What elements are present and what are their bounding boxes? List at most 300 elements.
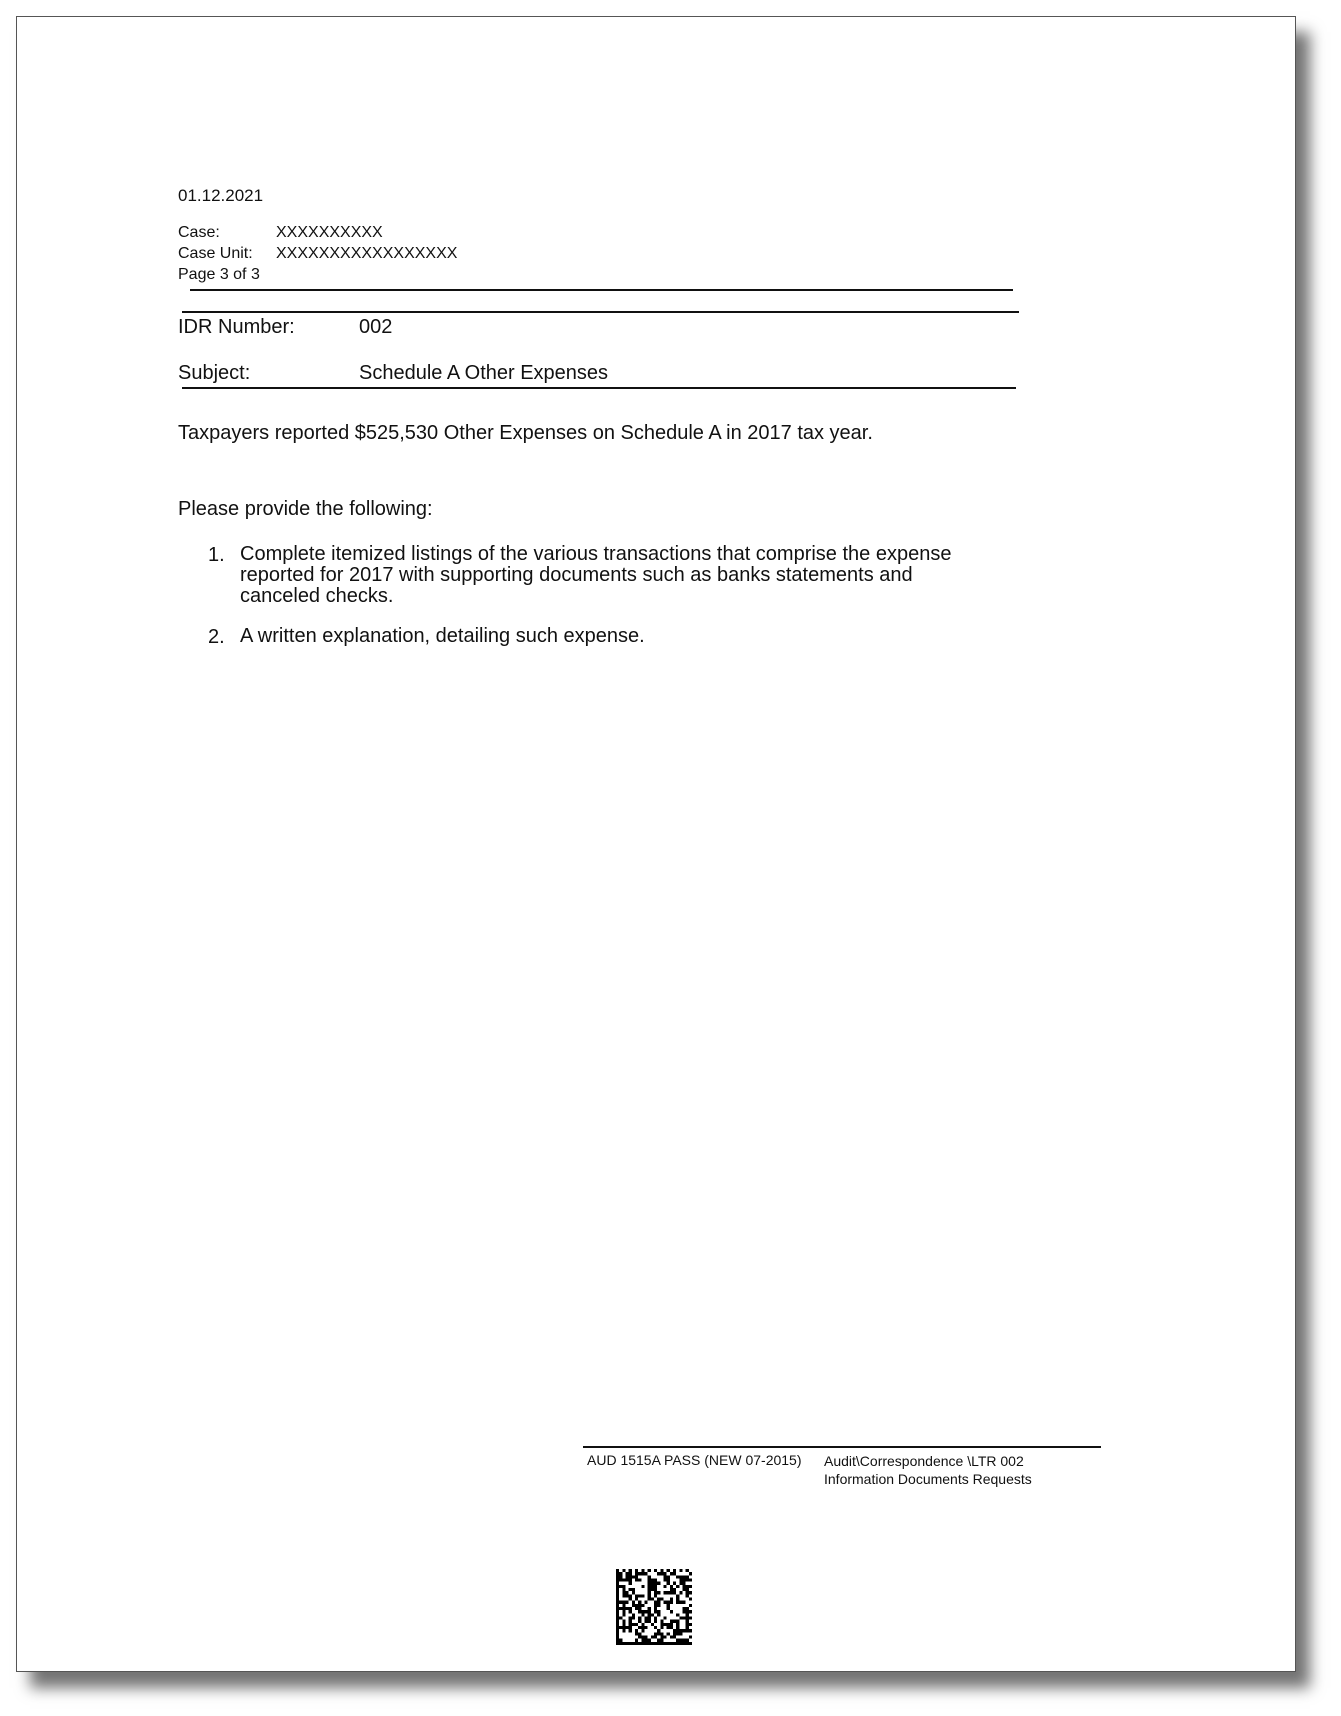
barcode-module bbox=[689, 1579, 692, 1582]
barcode-module bbox=[619, 1626, 622, 1629]
barcode-module bbox=[660, 1639, 663, 1642]
barcode-module bbox=[654, 1607, 657, 1610]
barcode-module bbox=[667, 1642, 670, 1645]
barcode-module bbox=[657, 1610, 660, 1613]
barcode-module bbox=[657, 1642, 660, 1645]
barcode-module bbox=[635, 1594, 638, 1597]
barcode-module bbox=[619, 1607, 622, 1610]
page-number: Page 3 of 3 bbox=[178, 266, 260, 283]
list-item-number: 2. bbox=[208, 626, 225, 648]
barcode-module bbox=[632, 1617, 635, 1620]
barcode-module bbox=[619, 1579, 622, 1582]
case-value: XXXXXXXXXX bbox=[276, 224, 383, 241]
barcode-module bbox=[673, 1642, 676, 1645]
barcode-module bbox=[629, 1572, 632, 1575]
barcode-module bbox=[654, 1617, 657, 1620]
barcode-module bbox=[679, 1642, 682, 1645]
barcode-module bbox=[683, 1610, 686, 1613]
barcode-module bbox=[648, 1588, 651, 1591]
barcode-module bbox=[616, 1607, 619, 1610]
barcode-module bbox=[686, 1626, 689, 1629]
barcode-module bbox=[673, 1572, 676, 1575]
barcode-module bbox=[667, 1607, 670, 1610]
barcode-module bbox=[616, 1642, 619, 1645]
barcode-module bbox=[629, 1582, 632, 1585]
barcode-module bbox=[619, 1617, 622, 1620]
barcode-module bbox=[670, 1598, 673, 1601]
barcode-module bbox=[689, 1604, 692, 1607]
barcode-module bbox=[673, 1632, 676, 1635]
barcode-module bbox=[686, 1569, 689, 1572]
barcode-module bbox=[657, 1604, 660, 1607]
header-divider bbox=[190, 289, 1013, 291]
barcode-module bbox=[667, 1604, 670, 1607]
idr-top-divider bbox=[182, 311, 1019, 313]
barcode-module bbox=[619, 1575, 622, 1578]
barcode-module bbox=[667, 1601, 670, 1604]
barcode-module bbox=[673, 1636, 676, 1639]
barcode-module bbox=[626, 1594, 629, 1597]
barcode-module bbox=[651, 1579, 654, 1582]
barcode-module bbox=[670, 1636, 673, 1639]
barcode-module bbox=[616, 1610, 619, 1613]
barcode-module bbox=[645, 1601, 648, 1604]
barcode-module bbox=[660, 1636, 663, 1639]
barcode-module bbox=[657, 1613, 660, 1616]
subject-bottom-divider bbox=[182, 387, 1016, 389]
subject-value: Schedule A Other Expenses bbox=[359, 362, 609, 384]
barcode-module bbox=[660, 1642, 663, 1645]
barcode-module bbox=[676, 1639, 679, 1642]
footer-path bbox=[824, 1452, 1032, 1488]
barcode-module bbox=[679, 1575, 682, 1578]
barcode-module bbox=[657, 1632, 660, 1635]
idr-number-value: 002 bbox=[359, 316, 393, 338]
barcode-module bbox=[648, 1639, 651, 1642]
barcode-module bbox=[616, 1601, 619, 1604]
barcode-module bbox=[626, 1601, 629, 1604]
barcode-module bbox=[629, 1620, 632, 1623]
barcode-module bbox=[616, 1572, 619, 1575]
barcode-module bbox=[686, 1617, 689, 1620]
barcode-module bbox=[619, 1572, 622, 1575]
barcode-module bbox=[619, 1639, 622, 1642]
barcode-module bbox=[664, 1585, 667, 1588]
barcode-module bbox=[654, 1582, 657, 1585]
barcode-module bbox=[616, 1632, 619, 1635]
barcode-module bbox=[676, 1598, 679, 1601]
barcode-module bbox=[635, 1569, 638, 1572]
barcode-module bbox=[635, 1642, 638, 1645]
barcode-module bbox=[635, 1575, 638, 1578]
barcode-module bbox=[629, 1607, 632, 1610]
barcode-module bbox=[638, 1604, 641, 1607]
barcode-module bbox=[667, 1582, 670, 1585]
barcode-module bbox=[622, 1579, 625, 1582]
barcode-module bbox=[632, 1601, 635, 1604]
barcode-module bbox=[651, 1598, 654, 1601]
barcode-module bbox=[686, 1585, 689, 1588]
barcode-module bbox=[657, 1572, 660, 1575]
barcode-module bbox=[645, 1639, 648, 1642]
barcode-module bbox=[683, 1582, 686, 1585]
barcode-module bbox=[664, 1591, 667, 1594]
barcode-module bbox=[632, 1604, 635, 1607]
barcode-module bbox=[676, 1623, 679, 1626]
barcode-module bbox=[654, 1588, 657, 1591]
barcode-module bbox=[648, 1642, 651, 1645]
barcode-module bbox=[679, 1632, 682, 1635]
barcode-module bbox=[622, 1569, 625, 1572]
barcode-module bbox=[670, 1610, 673, 1613]
barcode-module bbox=[683, 1588, 686, 1591]
barcode-module bbox=[670, 1620, 673, 1623]
barcode-module bbox=[622, 1594, 625, 1597]
barcode-module bbox=[632, 1591, 635, 1594]
barcode-module bbox=[683, 1642, 686, 1645]
barcode-module bbox=[638, 1642, 641, 1645]
barcode-module bbox=[654, 1636, 657, 1639]
barcode-module bbox=[689, 1610, 692, 1613]
barcode-module bbox=[616, 1579, 619, 1582]
barcode-module bbox=[645, 1572, 648, 1575]
barcode-module bbox=[686, 1620, 689, 1623]
barcode-module bbox=[622, 1601, 625, 1604]
barcode-module bbox=[673, 1629, 676, 1632]
barcode-module bbox=[654, 1594, 657, 1597]
barcode-module bbox=[641, 1569, 644, 1572]
barcode-module bbox=[673, 1582, 676, 1585]
barcode-module bbox=[622, 1585, 625, 1588]
barcode-module bbox=[683, 1575, 686, 1578]
barcode-module bbox=[616, 1588, 619, 1591]
barcode-module bbox=[635, 1604, 638, 1607]
barcode-module bbox=[616, 1617, 619, 1620]
barcode-module bbox=[622, 1604, 625, 1607]
barcode-module bbox=[670, 1588, 673, 1591]
barcode-module bbox=[622, 1642, 625, 1645]
barcode-module bbox=[654, 1569, 657, 1572]
barcode-module bbox=[641, 1629, 644, 1632]
barcode-module bbox=[689, 1572, 692, 1575]
barcode-module bbox=[641, 1572, 644, 1575]
barcode-module bbox=[638, 1610, 641, 1613]
barcode-module bbox=[670, 1591, 673, 1594]
barcode-module bbox=[651, 1636, 654, 1639]
barcode-module bbox=[667, 1575, 670, 1578]
barcode-module bbox=[686, 1639, 689, 1642]
barcode-module bbox=[689, 1636, 692, 1639]
barcode-module bbox=[664, 1617, 667, 1620]
case-unit-value: XXXXXXXXXXXXXXXXX bbox=[276, 245, 458, 262]
datamatrix-barcode-icon bbox=[616, 1569, 692, 1645]
barcode-module bbox=[664, 1572, 667, 1575]
barcode-module bbox=[641, 1636, 644, 1639]
barcode-module bbox=[629, 1642, 632, 1645]
barcode-module bbox=[679, 1591, 682, 1594]
case-unit-label: Case Unit: bbox=[178, 245, 253, 262]
barcode-module bbox=[648, 1591, 651, 1594]
barcode-module bbox=[626, 1575, 629, 1578]
barcode-module bbox=[641, 1626, 644, 1629]
barcode-module bbox=[654, 1604, 657, 1607]
footer-divider bbox=[583, 1446, 1101, 1448]
barcode-module bbox=[667, 1623, 670, 1626]
barcode-module bbox=[654, 1642, 657, 1645]
barcode-module bbox=[670, 1585, 673, 1588]
barcode-module bbox=[638, 1617, 641, 1620]
barcode-module bbox=[676, 1629, 679, 1632]
barcode-module bbox=[654, 1626, 657, 1629]
barcode-module bbox=[638, 1607, 641, 1610]
barcode-module bbox=[619, 1601, 622, 1604]
barcode-module bbox=[616, 1636, 619, 1639]
barcode-module bbox=[667, 1591, 670, 1594]
barcode-module bbox=[683, 1629, 686, 1632]
request-intro: Please provide the following: bbox=[178, 498, 433, 520]
barcode-module bbox=[616, 1582, 619, 1585]
footer-form-id: AUD 1515A PASS (NEW 07-2015) bbox=[587, 1452, 802, 1468]
barcode-module bbox=[632, 1642, 635, 1645]
barcode-module bbox=[641, 1610, 644, 1613]
letter-date: 01.12.2021 bbox=[178, 186, 264, 205]
barcode-module bbox=[679, 1601, 682, 1604]
barcode-module bbox=[629, 1610, 632, 1613]
barcode-module bbox=[660, 1626, 663, 1629]
barcode-module bbox=[648, 1569, 651, 1572]
barcode-module bbox=[616, 1639, 619, 1642]
barcode-module bbox=[629, 1598, 632, 1601]
barcode-module bbox=[686, 1591, 689, 1594]
footer-path-line: Information Documents Requests bbox=[824, 1471, 1032, 1487]
barcode-module bbox=[626, 1591, 629, 1594]
barcode-module bbox=[673, 1588, 676, 1591]
barcode-module bbox=[635, 1607, 638, 1610]
barcode-module bbox=[679, 1569, 682, 1572]
barcode-module bbox=[676, 1575, 679, 1578]
barcode-module bbox=[648, 1585, 651, 1588]
barcode-module bbox=[632, 1575, 635, 1578]
barcode-module bbox=[622, 1613, 625, 1616]
barcode-module bbox=[679, 1582, 682, 1585]
expense-statement: Taxpayers reported $525,530 Other Expenses on Schedule A in 2017 tax year. bbox=[178, 422, 873, 444]
barcode-module bbox=[686, 1610, 689, 1613]
barcode-module bbox=[657, 1639, 660, 1642]
barcode-module bbox=[686, 1579, 689, 1582]
barcode-module bbox=[679, 1579, 682, 1582]
list-item-text bbox=[240, 544, 980, 607]
barcode-module bbox=[616, 1604, 619, 1607]
barcode-module bbox=[683, 1585, 686, 1588]
barcode-module bbox=[638, 1620, 641, 1623]
barcode-module bbox=[651, 1623, 654, 1626]
barcode-module bbox=[635, 1639, 638, 1642]
barcode-module bbox=[651, 1585, 654, 1588]
barcode-module bbox=[664, 1601, 667, 1604]
barcode-module bbox=[645, 1610, 648, 1613]
barcode-module bbox=[616, 1623, 619, 1626]
barcode-module bbox=[648, 1610, 651, 1613]
barcode-module bbox=[670, 1572, 673, 1575]
barcode-module bbox=[616, 1620, 619, 1623]
footer-path-line: Audit\Correspondence \LTR 002 bbox=[824, 1453, 1024, 1469]
barcode-module bbox=[616, 1613, 619, 1616]
barcode-module bbox=[616, 1575, 619, 1578]
barcode-module bbox=[632, 1588, 635, 1591]
idr-number-label: IDR Number: bbox=[178, 316, 295, 338]
barcode-module bbox=[619, 1642, 622, 1645]
barcode-module bbox=[635, 1572, 638, 1575]
barcode-module bbox=[676, 1620, 679, 1623]
barcode-module bbox=[645, 1620, 648, 1623]
barcode-module bbox=[686, 1613, 689, 1616]
barcode-module bbox=[686, 1575, 689, 1578]
barcode-module bbox=[616, 1629, 619, 1632]
barcode-module bbox=[629, 1569, 632, 1572]
barcode-module bbox=[676, 1601, 679, 1604]
barcode-module bbox=[635, 1598, 638, 1601]
barcode-module bbox=[648, 1594, 651, 1597]
barcode-module bbox=[645, 1642, 648, 1645]
barcode-module bbox=[686, 1607, 689, 1610]
barcode-module bbox=[654, 1610, 657, 1613]
barcode-module bbox=[670, 1626, 673, 1629]
barcode-module bbox=[638, 1572, 641, 1575]
barcode-module bbox=[648, 1575, 651, 1578]
barcode-module bbox=[626, 1607, 629, 1610]
barcode-module bbox=[654, 1585, 657, 1588]
subject-label: Subject: bbox=[178, 362, 251, 384]
barcode-module bbox=[689, 1591, 692, 1594]
barcode-module bbox=[667, 1626, 670, 1629]
case-row bbox=[178, 222, 383, 243]
barcode-module bbox=[651, 1642, 654, 1645]
barcode-module bbox=[683, 1617, 686, 1620]
barcode-module bbox=[686, 1588, 689, 1591]
barcode-module bbox=[664, 1642, 667, 1645]
barcode-module bbox=[679, 1639, 682, 1642]
barcode-module bbox=[635, 1579, 638, 1582]
barcode-module bbox=[654, 1620, 657, 1623]
barcode-module bbox=[651, 1588, 654, 1591]
barcode-module bbox=[648, 1613, 651, 1616]
barcode-module bbox=[616, 1591, 619, 1594]
barcode-module bbox=[616, 1598, 619, 1601]
barcode-module bbox=[645, 1626, 648, 1629]
barcode-module bbox=[629, 1588, 632, 1591]
barcode-module bbox=[622, 1610, 625, 1613]
barcode-module bbox=[645, 1636, 648, 1639]
barcode-module bbox=[667, 1632, 670, 1635]
barcode-module bbox=[689, 1642, 692, 1645]
barcode-module bbox=[676, 1626, 679, 1629]
barcode-module bbox=[648, 1579, 651, 1582]
barcode-module bbox=[673, 1569, 676, 1572]
barcode-module bbox=[657, 1582, 660, 1585]
barcode-module bbox=[632, 1613, 635, 1616]
barcode-module bbox=[676, 1642, 679, 1645]
barcode-module bbox=[689, 1629, 692, 1632]
list-item-line: reported for 2017 with supporting documents such as banks statements and bbox=[240, 564, 913, 586]
barcode-module bbox=[648, 1620, 651, 1623]
barcode-module bbox=[679, 1617, 682, 1620]
barcode-module bbox=[641, 1604, 644, 1607]
barcode-module bbox=[638, 1579, 641, 1582]
barcode-module bbox=[622, 1620, 625, 1623]
barcode-module bbox=[686, 1629, 689, 1632]
barcode-module bbox=[673, 1620, 676, 1623]
barcode-module bbox=[626, 1579, 629, 1582]
barcode-module bbox=[626, 1572, 629, 1575]
barcode-module bbox=[660, 1620, 663, 1623]
barcode-module bbox=[619, 1585, 622, 1588]
barcode-module bbox=[622, 1588, 625, 1591]
barcode-module bbox=[689, 1585, 692, 1588]
barcode-module bbox=[654, 1591, 657, 1594]
barcode-module bbox=[638, 1632, 641, 1635]
barcode-module bbox=[689, 1598, 692, 1601]
list-item-line: A written explanation, detailing such expense. bbox=[240, 625, 645, 647]
barcode-module bbox=[629, 1575, 632, 1578]
barcode-module bbox=[686, 1642, 689, 1645]
barcode-module bbox=[664, 1579, 667, 1582]
barcode-module bbox=[654, 1601, 657, 1604]
barcode-module bbox=[638, 1636, 641, 1639]
barcode-module bbox=[657, 1629, 660, 1632]
barcode-module bbox=[660, 1632, 663, 1635]
barcode-module bbox=[683, 1639, 686, 1642]
barcode-module bbox=[670, 1642, 673, 1645]
barcode-module bbox=[679, 1629, 682, 1632]
barcode-module bbox=[689, 1617, 692, 1620]
barcode-module bbox=[616, 1594, 619, 1597]
case-label: Case: bbox=[178, 224, 220, 241]
barcode-module bbox=[651, 1582, 654, 1585]
barcode-module bbox=[641, 1639, 644, 1642]
barcode-module bbox=[635, 1629, 638, 1632]
barcode-module bbox=[667, 1579, 670, 1582]
barcode-module bbox=[629, 1617, 632, 1620]
barcode-module bbox=[676, 1632, 679, 1635]
barcode-module bbox=[664, 1623, 667, 1626]
barcode-module bbox=[664, 1636, 667, 1639]
barcode-module bbox=[641, 1613, 644, 1616]
case-unit-row bbox=[178, 243, 457, 264]
barcode-module bbox=[638, 1594, 641, 1597]
barcode-module bbox=[654, 1579, 657, 1582]
barcode-module bbox=[648, 1617, 651, 1620]
barcode-module bbox=[616, 1626, 619, 1629]
barcode-module bbox=[635, 1632, 638, 1635]
barcode-module bbox=[676, 1585, 679, 1588]
barcode-module bbox=[641, 1623, 644, 1626]
barcode-module bbox=[676, 1613, 679, 1616]
list-item-number: 1. bbox=[208, 544, 225, 566]
list-item-line: canceled checks. bbox=[240, 585, 394, 607]
barcode-module bbox=[622, 1591, 625, 1594]
barcode-module bbox=[622, 1623, 625, 1626]
barcode-module bbox=[629, 1594, 632, 1597]
barcode-module bbox=[689, 1623, 692, 1626]
list-item-line: Complete itemized listings of the various transactions that comprise the expense bbox=[240, 543, 952, 565]
barcode-module bbox=[629, 1579, 632, 1582]
barcode-module bbox=[622, 1626, 625, 1629]
barcode-module bbox=[660, 1623, 663, 1626]
barcode-module bbox=[626, 1642, 629, 1645]
barcode-module bbox=[629, 1623, 632, 1626]
barcode-module bbox=[648, 1582, 651, 1585]
barcode-module bbox=[641, 1594, 644, 1597]
